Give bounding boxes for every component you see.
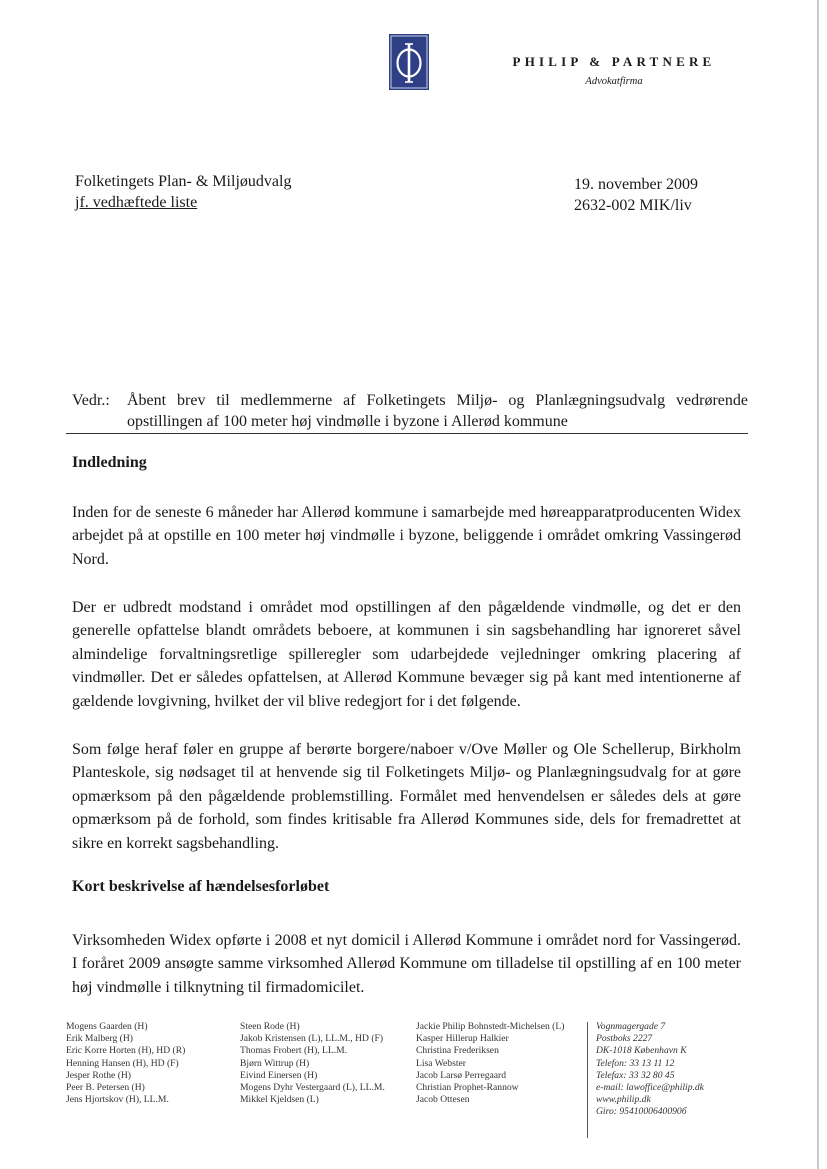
partner-name: Lisa Webster (416, 1057, 466, 1069)
partner-name: Jackie Philip Bohnstedt-Michelsen (L) (416, 1021, 565, 1032)
section-heading-events: Kort beskrivelse af hændelsesforløbet (72, 878, 330, 895)
paragraph-2: Der er udbredt modstand i området mod opstillingen af den pågældende vindmølle, og det er den generelle opfattelse blandt områdets beboere, at kommunen i sin sagsbehandling har ignoreret såvel almindelige forvaltningsretlige spilleregler som udarbejdede vejledninger omkring placering af vindmøller. Det er således opfattelsen, at Allerød Kommune bevæger sig på kant med intentionerne af gældende lovgivning, hvilket der vil blive redegjort for i det følgende. (72, 599, 741, 710)
paragraph-3: Som følge heraf føler en gruppe af berørte borgere/naboer v/Ove Møller og Ole Schellerup, Birkholm Planteskole, sig nødsaget til at henvende sig til Folketingets Miljø- og Planlægningsudvalg for at gøre opmærksom på den pågældende problemstilling. Formålet med henvendelsen er således dels at gøre opmærksom på de forhold, som findes kritisable fra Allerød Kommunes side, dels for fremadrettet at sikre en korrekt sagsbehandling. (72, 741, 741, 852)
date-reference-block (574, 174, 698, 216)
scan-edge-line (817, 0, 819, 1169)
recipient-block (75, 171, 291, 213)
partner-name: Christian Prophet-Rannow (416, 1082, 519, 1094)
firm-subtitle: Advokatfirma (585, 76, 643, 87)
partner-name: Jesper Rothe (H) (66, 1069, 132, 1081)
partner-name: Thomas Frobert (H), LL.M. (240, 1045, 348, 1057)
partner-name: Eric Korre Horten (H), HD (R) (66, 1045, 186, 1057)
address-postbox: Postboks 2227 (596, 1033, 653, 1045)
recipient-name: Folketingets Plan- & Miljøudvalg (75, 173, 292, 190)
partner-name: Henning Hansen (H), HD (F) (66, 1057, 179, 1069)
letter-date: 19. november 2009 (574, 176, 698, 193)
subject-divider (66, 433, 748, 434)
partner-name: Steen Rode (H) (240, 1021, 300, 1032)
partner-name: Bjørn Wittrup (H) (240, 1057, 310, 1069)
partner-name: Eivind Einersen (H) (240, 1069, 318, 1081)
subject-text: Åbent brev til medlemmerne af Folketingets Miljø- og Planlægningsudvalg vedrørende opstillingen af 100 meter høj vindmølle i byzone i Allerød kommune (127, 392, 748, 430)
address-street: Vognmagergade 7 (596, 1021, 666, 1032)
paragraph-4: Virksomheden Widex opførte i 2008 et nyt domicil i Allerød Kommune i området nord for Vassingerød. I foråret 2009 ansøgte samme virksomhed Allerød Kommune om tilladelse til opstilling af en 100 meter høj vindmølle i tilknytning til firmadomicilet. (72, 932, 741, 996)
footer-column-3 (416, 1021, 564, 1106)
case-reference: 2632-002 MIK/liv (574, 197, 692, 214)
subject-label: Vedr.: (72, 392, 110, 409)
fax-number: Telefax: 33 32 80 45 (596, 1069, 675, 1081)
footer-column-1 (66, 1021, 185, 1106)
partner-name: Mogens Gaarden (H) (66, 1021, 148, 1032)
firm-header (498, 54, 730, 87)
partner-name: Jacob Ottesen (416, 1094, 470, 1106)
partner-name: Jakob Kristensen (L), LL.M., HD (F) (240, 1033, 384, 1045)
partner-name: Erik Malberg (H) (66, 1033, 133, 1045)
partner-name: Kasper Hillerup Halkier (416, 1033, 509, 1045)
footer-column-2 (240, 1021, 385, 1106)
website-url: www.philip.dk (596, 1094, 651, 1106)
subject-line (72, 390, 748, 432)
partner-name: Christina Frederiksen (416, 1045, 499, 1057)
firm-logo-icon (389, 34, 429, 90)
section-heading-introduction: Indledning (72, 454, 147, 471)
footer-divider (587, 1022, 588, 1138)
phone-number: Telefon: 33 13 11 12 (596, 1057, 675, 1069)
giro-number: Giro: 9541000640090б (596, 1106, 687, 1118)
partner-name: Peer B. Petersen (H) (66, 1082, 145, 1094)
partner-name: Mikkel Kjeldsen (L) (240, 1094, 319, 1106)
firm-name: PHILIP & PARTNERE (512, 54, 716, 69)
email-address: e-mail: lawoffice@philip.dk (596, 1082, 704, 1094)
footer-contact-column (596, 1021, 704, 1119)
partner-name: Mogens Dyhr Vestergaard (L), LL.M. (240, 1082, 385, 1094)
recipient-list-reference: jf. vedhæftede liste (75, 194, 198, 211)
address-city: DK-1018 København K (596, 1045, 687, 1057)
partner-name: Jacob Larsø Perregaard (416, 1069, 507, 1081)
paragraph-1: Inden for de seneste 6 måneder har Allerød kommune i samarbejde med høreapparatproducenten Widex arbejdet på at opstille en 100 meter høj vindmølle i byzone, beliggende i området omkring Vassingerød Nord. (72, 504, 741, 568)
partner-name: Jens Hjortskov (H), LL.M. (66, 1094, 169, 1106)
